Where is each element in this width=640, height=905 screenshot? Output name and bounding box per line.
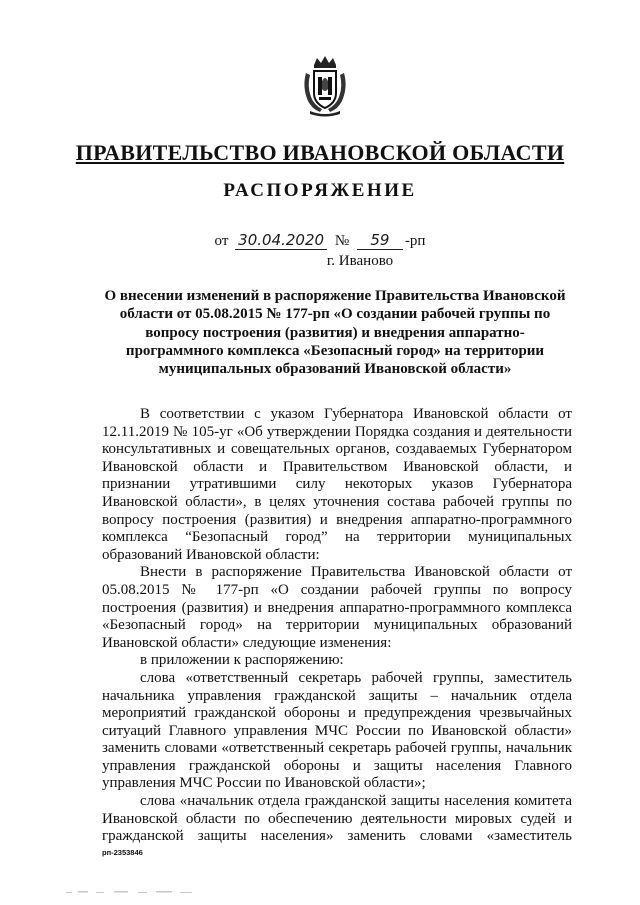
body-paragraph-3: в приложении к распоряжению: — [140, 652, 344, 669]
body-paragraph-4: слова «ответственный секретарь рабочей группы, заместитель начальника управления гражданской защиты – начальник отдела мероприятий гражданской обороны и предупреждения чрезвычайных ситуаций Главного управления МЧС России по Ивановской области» заменить словами «ответственный секретарь рабочей группы, начальник управления гражданской обороны и защиты населения Главного управления МЧС России по Ивановской области»; — [102, 669, 572, 792]
handwritten-number: 59 — [357, 232, 403, 250]
number-prefix: № — [334, 233, 350, 249]
document-subject: О внесении изменений в распоряжение Правительства Ивановской области от 05.08.2015 № 177-рп «О создании рабочей группы по вопросу построения (развития) и внедрения аппаратно-программного комплекса «Безопасный город» на территории муниципальных образований Ивановской области» — [104, 288, 566, 378]
body-paragraph-1: В соответствии с указом Губернатора Ивановской области от 12.11.2019 № 105-уг «Об утверждении Порядка создания и деятельности консультативных и совещательных органов, создаваемых Губернатором Ивановской области и Правительством Ивановской области, и признании утратившими силу некоторых указов Губернатора Ивановской области», в целях уточнения состава рабочей группы по вопросу построения (развития) и внедрения аппаратно-программного комплекса “Безопасный город” на территории муниципальных образований Ивановской области: — [102, 406, 572, 563]
government-title: ПРАВИТЕЛЬСТВО ИВАНОВСКОЙ ОБЛАСТИ — [75, 140, 565, 165]
city: г. Иваново — [326, 253, 394, 269]
document-reference-code: рп-2353846 — [102, 848, 143, 857]
body-paragraph-2: Внести в распоряжение Правительства Ивановской области от 05.08.2015 № 177-рп «О создании рабочей группы по вопросу построения (развития) и внедрения аппаратно-программного комплекса «Безопасный город» на территории муниципальных образований Ивановской области» следующие изменения: — [102, 564, 572, 651]
document-type: РАСПОРЯЖЕНИЕ — [223, 180, 417, 201]
date-prefix: от — [214, 233, 229, 249]
coat-of-arms-emblem-icon — [300, 55, 350, 117]
number-suffix: -рп — [404, 233, 426, 249]
handwritten-date: 30.04.2020 — [235, 232, 327, 250]
document-body — [102, 406, 572, 846]
body-paragraph-5: слова «начальник отдела гражданской защиты населения комитета Ивановской области по обеспечению деятельности мировых судей и гражданской защиты населения» заменить словами «заместитель — [102, 793, 572, 845]
scan-artifact — [66, 888, 196, 898]
date-number-line — [0, 232, 640, 250]
